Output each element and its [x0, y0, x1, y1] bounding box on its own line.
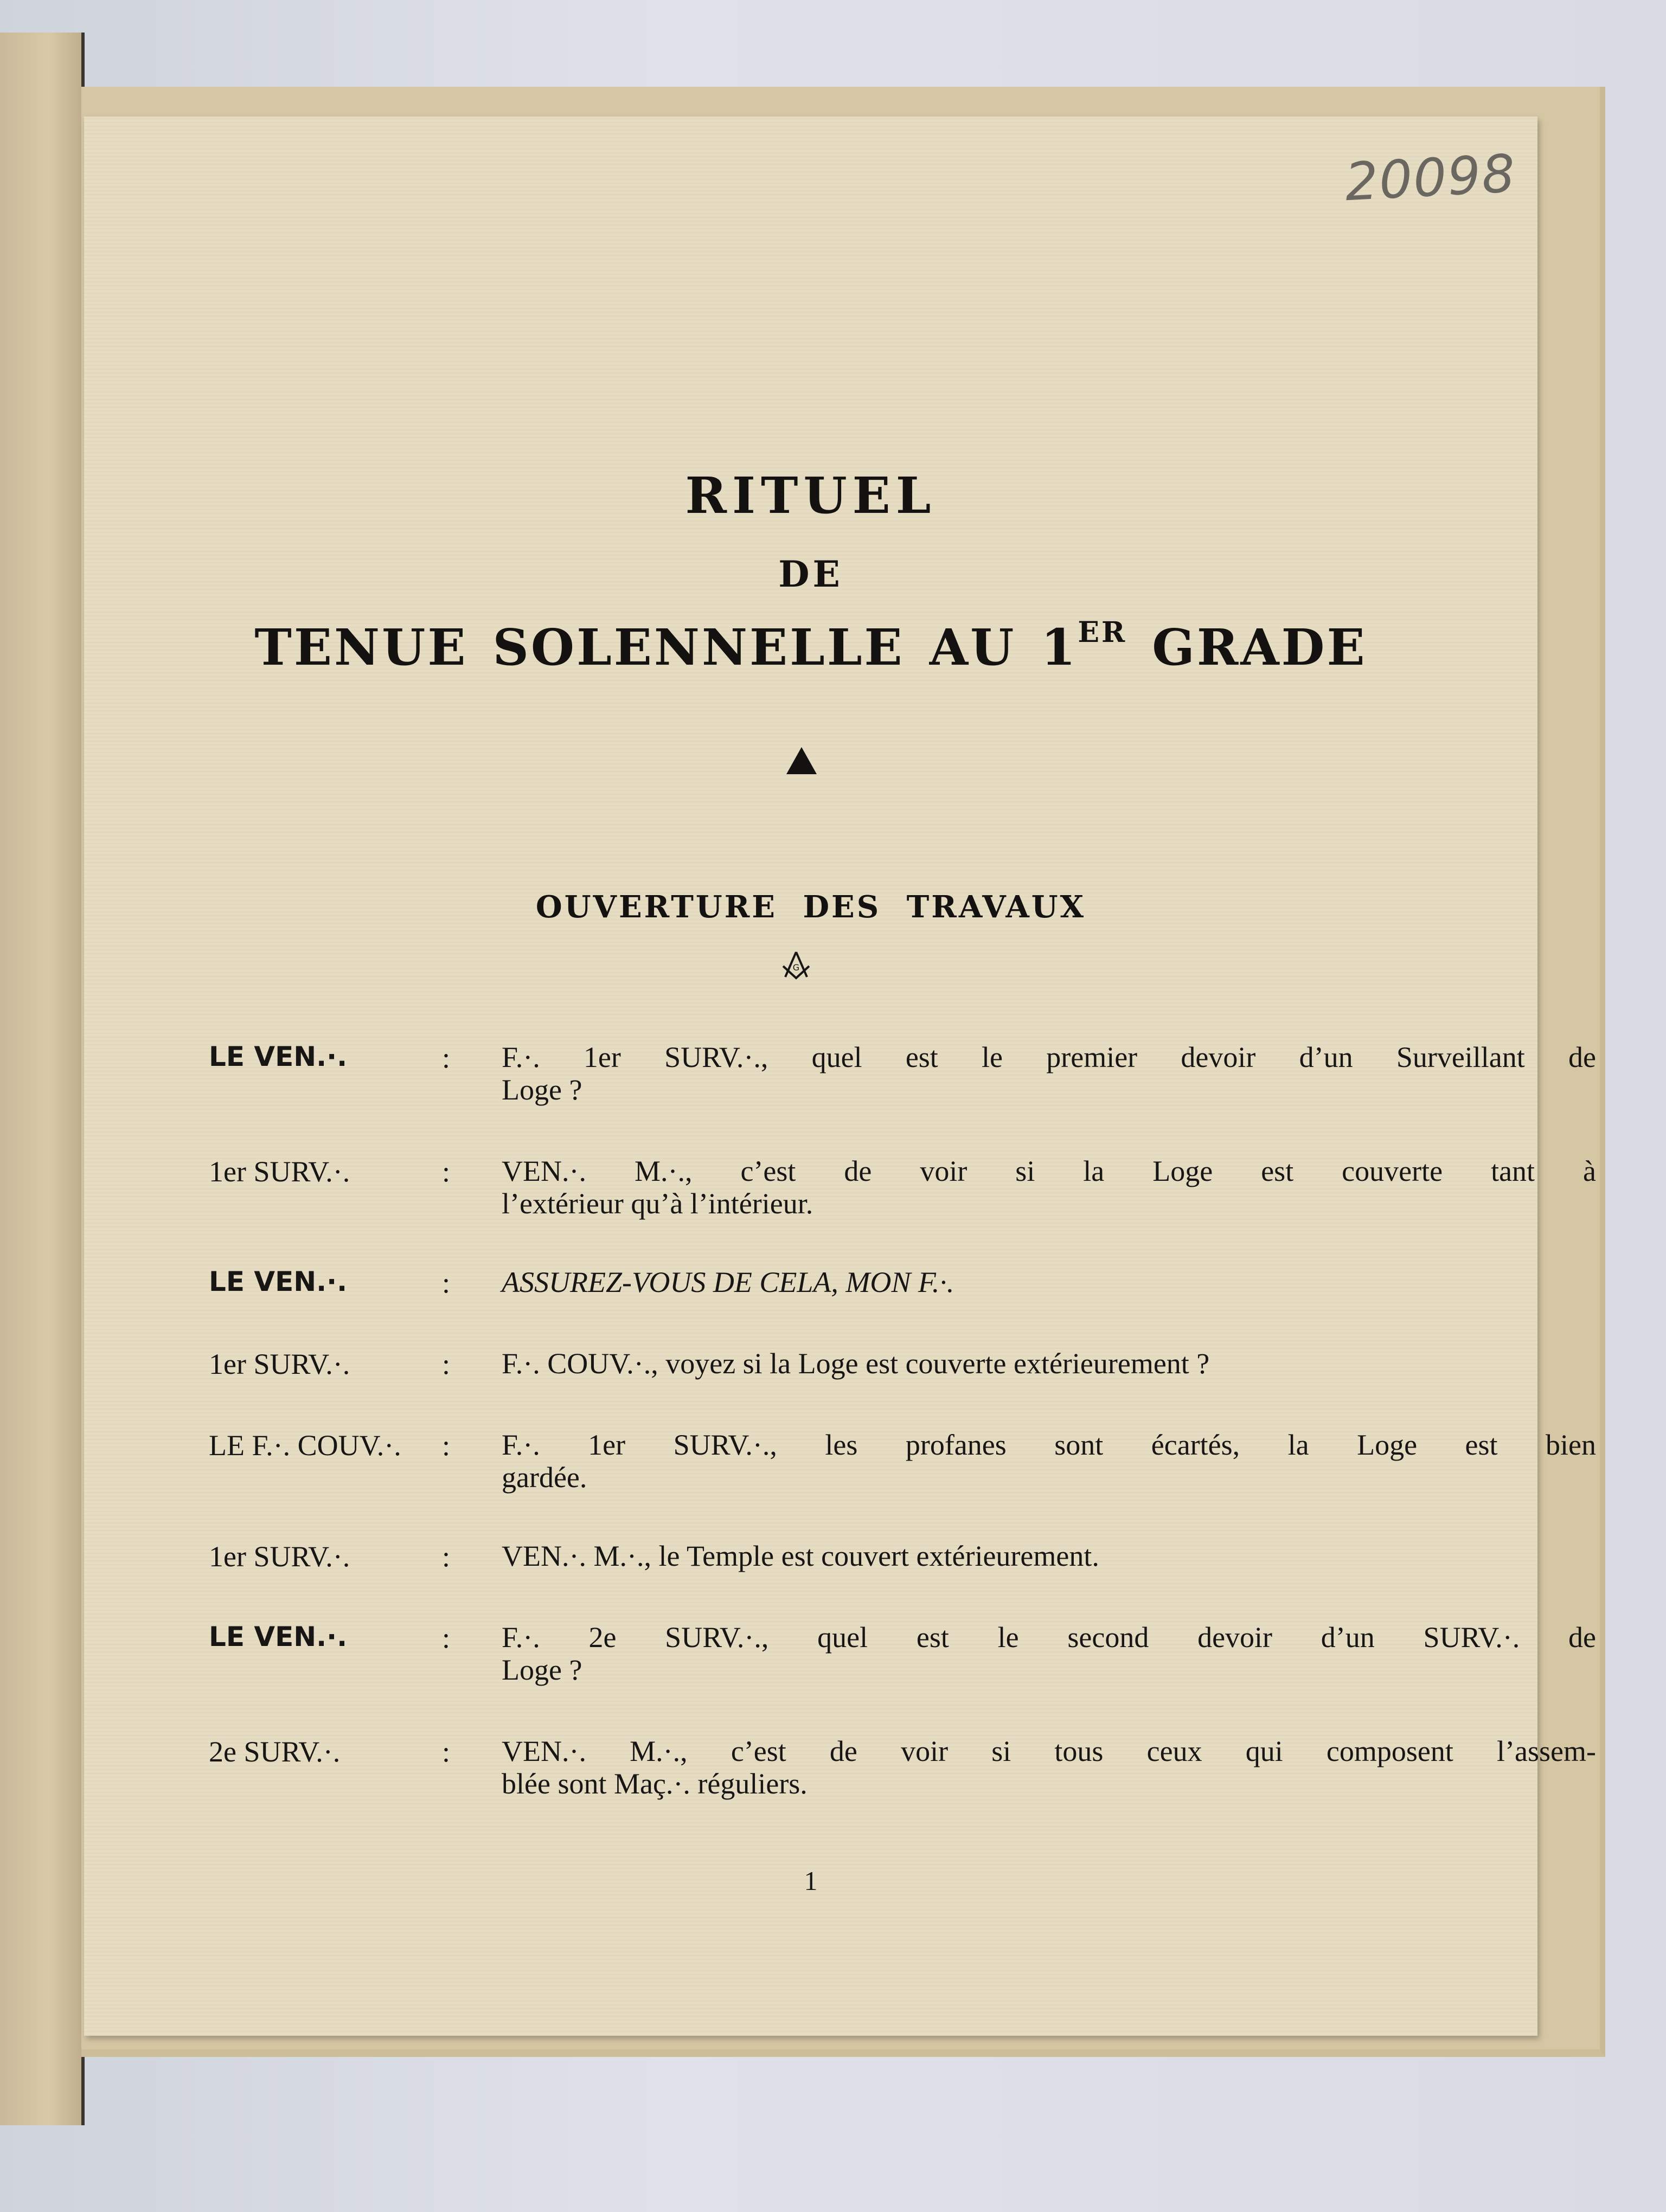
dialogue-text-cont: gardée. [502, 1461, 587, 1494]
title-de: DE [778, 553, 843, 595]
colon: : [442, 1041, 451, 1074]
colon: : [442, 1266, 451, 1299]
dialogue-line-5 [209, 1429, 1596, 1504]
page-number: 1 [804, 1866, 818, 1896]
speaker: LE VEN.·. [209, 1041, 348, 1072]
speaker: 1er SURV.·. [209, 1348, 350, 1380]
colon: : [442, 1735, 451, 1768]
speaker: LE VEN.·. [209, 1621, 348, 1652]
title-rituel: RITUEL [685, 466, 937, 525]
title-tenue-main: TENUE SOLENNELLE AU 1 [254, 618, 1078, 677]
dialogue-text: VEN.·. M.·., c’est de voir si la Loge est couverte tant à [502, 1155, 1596, 1187]
colon: : [442, 1155, 451, 1188]
dialogue-text: F.·. 1er SURV.·., les profanes sont écartés, la Loge est bien [502, 1429, 1596, 1461]
dialogue-text-cont: Loge ? [502, 1073, 582, 1106]
dialogue-text-cont: blée sont Maç.·. réguliers. [502, 1767, 808, 1800]
speaker: 1er SURV.·. [209, 1155, 350, 1188]
title-tenue-sup: ER [1078, 616, 1127, 649]
dialogue-text: F.·. 2e SURV.·., quel est le second devoir d’un SURV.·. de [502, 1621, 1596, 1654]
speaker: LE F.·. COUV.·. [209, 1429, 401, 1462]
dialogue-text: VEN.·. M.·., le Temple est couvert extérieurement. [502, 1540, 1099, 1572]
dialogue-line-4 [209, 1347, 1391, 1423]
triangle-icon [786, 747, 817, 774]
dialogue-text: ASSUREZ-VOUS DE CELA, MON F.·. [502, 1266, 954, 1298]
dialogue-line-6 [209, 1540, 1391, 1616]
speaker: 1er SURV.·. [209, 1540, 350, 1573]
section-title: OUVERTURE DES TRAVAUX [535, 889, 1086, 925]
dialogue-line-7 [209, 1621, 1596, 1697]
svg-text:G: G [792, 962, 800, 973]
dialogue-text: F.·. COUV.·., voyez si la Loge est couverte extérieurement ? [502, 1347, 1210, 1380]
colon: : [442, 1429, 451, 1462]
square-compass-icon [780, 950, 812, 983]
colon: : [442, 1622, 451, 1654]
dialogue-text-cont: l’extérieur qu’à l’intérieur. [502, 1187, 813, 1220]
title-tenue [84, 618, 1537, 677]
colon: : [442, 1348, 451, 1380]
dialogue-line-3 [209, 1266, 1391, 1342]
speaker: 2e SURV.·. [209, 1735, 341, 1768]
colon: : [442, 1540, 451, 1573]
dialogue-text: F.·. 1er SURV.·., quel est le premier devoir d’un Surveillant de [502, 1041, 1596, 1073]
title-tenue-end: GRADE [1127, 618, 1367, 677]
previous-page-edge [0, 33, 85, 2125]
dialogue-line-2 [209, 1155, 1596, 1231]
dialogue-text-cont: Loge ? [502, 1654, 582, 1686]
dialogue-text: VEN.·. M.·., c’est de voir si tous ceux qui composent l’assem- [502, 1735, 1596, 1767]
dialogue-line-8 [209, 1735, 1596, 1811]
handwritten-archive-number: 20098 [1343, 143, 1518, 213]
dialogue-line-1 [209, 1041, 1596, 1117]
speaker: LE VEN.·. [209, 1266, 348, 1297]
